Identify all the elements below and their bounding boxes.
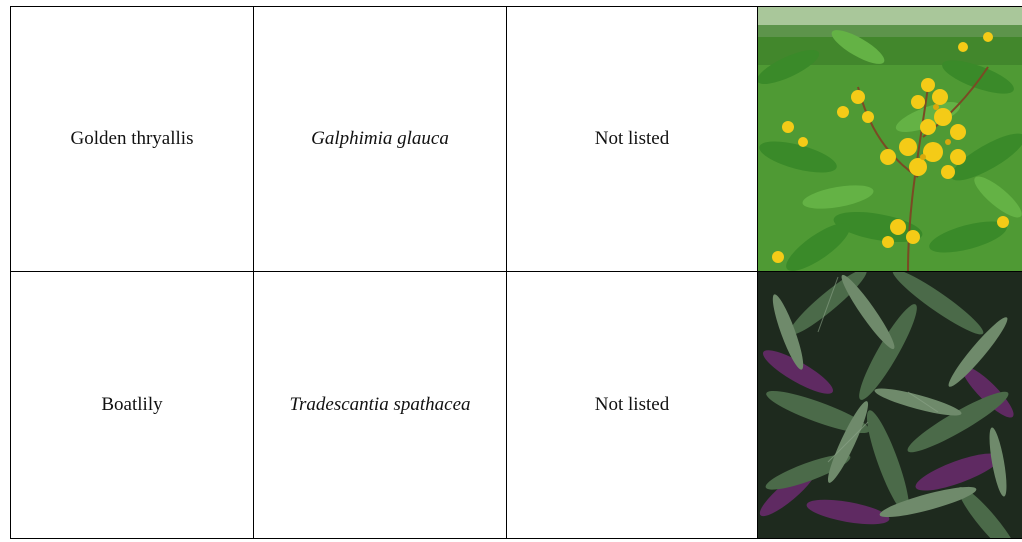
table-row [11,7,1022,272]
boatlily-image [758,272,1022,538]
golden-thryallis-image [758,7,1022,271]
status-cell: Not listed [507,272,758,539]
plant-table [10,6,1022,539]
status-cell: Not listed [507,7,758,272]
common-name-cell: Golden thryallis [11,7,254,272]
plant-photo-golden-thryallis [758,7,1022,272]
scientific-name-cell: Galphimia glauca [254,7,507,272]
common-name-cell: Boatlily [11,272,254,539]
table-row [11,272,1022,539]
plant-photo-boatlily [758,272,1022,539]
scientific-name-cell: Tradescantia spathacea [254,272,507,539]
